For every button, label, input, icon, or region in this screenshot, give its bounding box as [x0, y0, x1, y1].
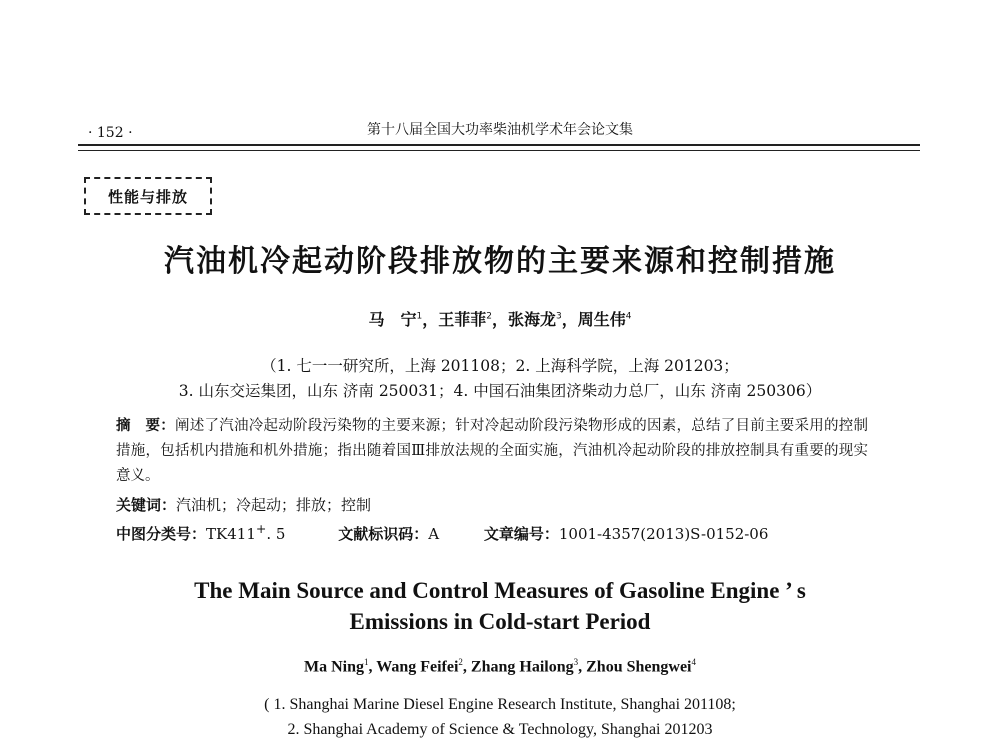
english-affiliation-line-2: 2. Shanghai Academy of Science & Technology, Shanghai 201203 — [287, 721, 713, 738]
abstract-label: 摘 要： — [116, 418, 175, 434]
author-affiliation-mark: 3 — [556, 311, 562, 322]
header-rule-thick — [78, 144, 920, 146]
author-affiliation-mark: 1 — [363, 657, 369, 667]
author-name: Ma Ning — [303, 658, 364, 676]
section-tag: 性能与排放 — [84, 177, 212, 215]
author-separator: ， — [422, 310, 439, 329]
author-affiliation-mark: 3 — [573, 657, 579, 667]
clc-superscript: + — [255, 521, 267, 536]
header-rule-thin — [78, 150, 920, 151]
author-affiliation-mark: 4 — [691, 657, 696, 667]
english-authors — [0, 657, 1000, 676]
author-affiliation-mark: 1 — [416, 311, 423, 322]
english-affiliation-line-1: ( 1. Shanghai Marine Diesel Engine Research Institute, Shanghai 201108; — [264, 696, 736, 713]
author-affiliation-mark: 4 — [625, 311, 632, 322]
keywords-line — [116, 494, 371, 515]
running-header: 第十八届全国大功率柴油机学术年会论文集 — [367, 122, 633, 138]
author-separator: , — [462, 658, 471, 676]
english-title-line-1: The Main Source and Control Measures of Gasoline Engine ’ s — [194, 578, 806, 603]
abstract-text: 阐述了汽油冷起动阶段污染物的主要来源；针对冷起动阶段污染物形成的因素，总结了目前主要采用的控制措施，包括机内措施和机外措施；指出随着国Ⅲ排放法规的全面实施，汽油机冷起动阶段的排放控制具有重要的现实意义。 — [116, 418, 868, 484]
clc-number: TK411 — [206, 525, 256, 543]
author-separator: ， — [491, 310, 508, 329]
author-affiliation-mark: 2 — [458, 657, 463, 667]
author-separator: , — [578, 658, 587, 676]
author-name: 王菲菲 — [438, 310, 487, 329]
document-code: A — [428, 525, 440, 543]
author-name: Wang Feifei — [376, 658, 459, 676]
author-separator: , — [368, 658, 377, 676]
keywords-text: 汽油机；冷起动；排放；控制 — [176, 496, 372, 514]
article-number-label: 文章编号： — [483, 525, 559, 543]
classification-line — [116, 521, 768, 544]
keywords-label: 关键词： — [116, 496, 177, 514]
author-name: 张海龙 — [508, 310, 557, 329]
chinese-authors — [0, 307, 1000, 330]
author-affiliation-mark: 2 — [486, 311, 492, 322]
chinese-affiliation-line-1: （1. 七一一研究所，上海 201108；2. 上海科学院，上海 201203； — [261, 357, 739, 375]
author-name: 马 宁 — [368, 310, 417, 329]
english-title — [0, 575, 1000, 637]
author-name: Zhang Hailong — [470, 658, 574, 676]
clc-label: 中图分类号： — [116, 525, 207, 543]
author-name: Zhou Shengwei — [586, 658, 692, 676]
english-title-line-2: Emissions in Cold-start Period — [349, 609, 651, 634]
chinese-abstract — [116, 414, 868, 489]
document-code-label: 文献标识码： — [338, 525, 429, 543]
clc-suffix: . 5 — [266, 525, 286, 543]
author-name: 周生伟 — [577, 310, 626, 329]
chinese-title: 汽油机冷起动阶段排放物的主要来源和控制措施 — [164, 244, 836, 279]
chinese-affiliation-line-2: 3. 山东交运集团，山东 济南 250031；4. 中国石油集团济柴动力总厂，山东 济南 250306） — [178, 382, 822, 400]
article-number: 1001-4357(2013)S-0152-06 — [558, 525, 769, 543]
author-separator: ， — [561, 310, 578, 329]
page-number: · 152 · — [88, 125, 133, 141]
